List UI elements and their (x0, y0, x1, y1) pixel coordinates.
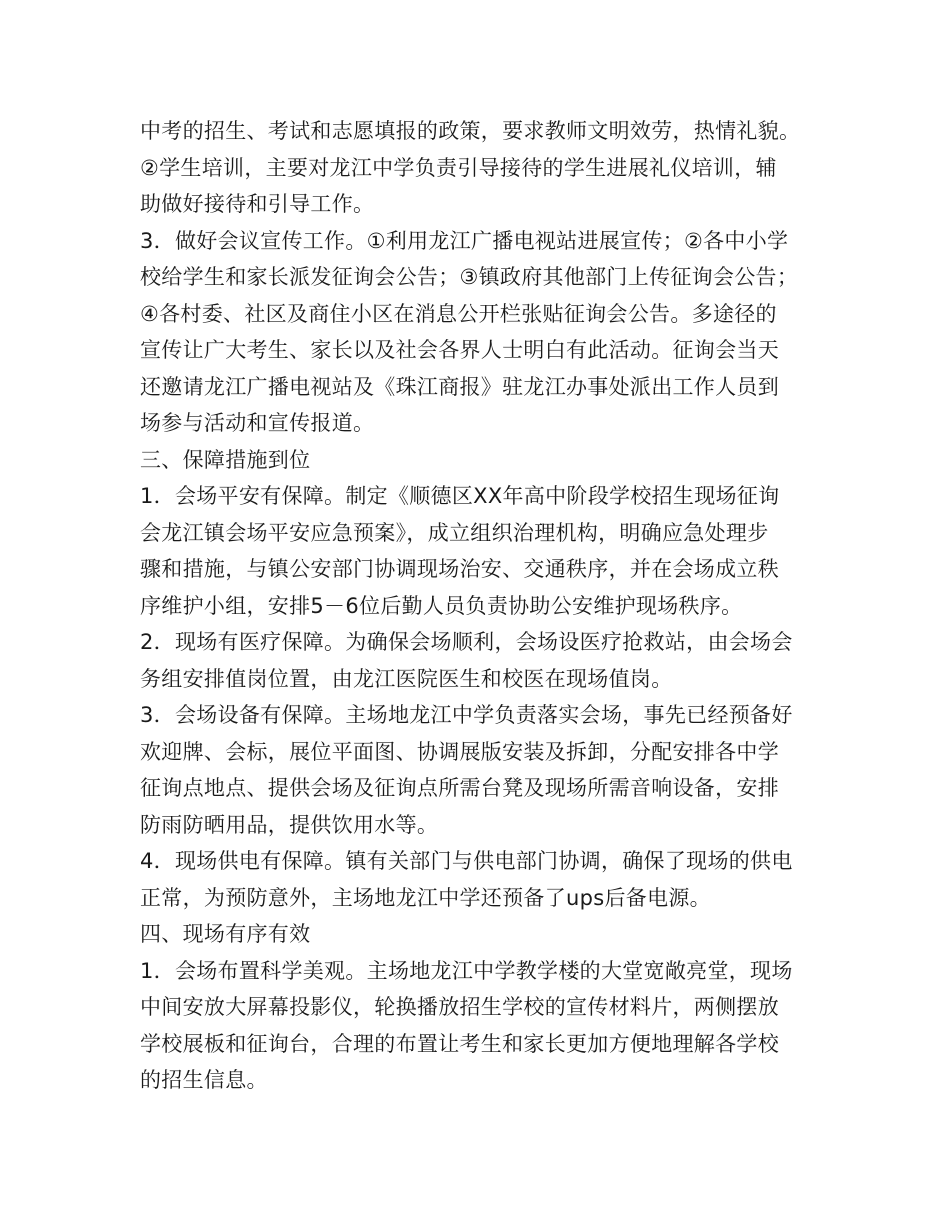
text-line: ④各村委、社区及商住小区在消息公开栏张贴征询会公告。多途径的 (140, 301, 777, 326)
section-heading: 四、现场有序有效 (140, 922, 311, 946)
text-line: 校给学生和家长派发征询会公告；③镇政府其他部门上传征询会公告； (140, 265, 799, 289)
text-line: 中考的招生、考试和志愿填报的政策，要求教师文明效劳，热情礼貌。 (140, 119, 801, 143)
text-line: 会龙江镇会场平安应急预案》，成立组织治理机构，明确应急处理步 (140, 520, 769, 545)
text-line: 还邀请龙江广播电视站及《珠江商报》驻龙江办事处派出工作人员到 (140, 374, 779, 399)
text-line: 4．现场供电有保障。镇有关部门与供电部门协调，确保了现场的供电 (140, 849, 793, 873)
document-body (140, 113, 840, 1099)
text-line: 欢迎牌、会标，展位平面图、协调展版安装及拆卸，分配安排各中学 (140, 739, 779, 764)
text-line: 学校展板和征询台，合理的布置让考生和家长更加方便地理解各学校 (140, 1031, 779, 1056)
text-line: 1．会场布置科学美观。主场地龙江中学教学楼的大堂宽敞亮堂，现场 (140, 958, 793, 983)
text-line: 宣传让广大考生、家长以及社会各界人士明白有此活动。征询会当天 (140, 338, 779, 362)
text-line: 的招生信息。 (140, 1068, 268, 1092)
text-line: 3．做好会议宣传工作。①利用龙江广播电视站进展宣传；②各中小学 (140, 228, 789, 253)
text-line: 序维护小组，安排5－6位后勤人员负责协助公安维护现场秩序。 (140, 593, 743, 618)
text-line: ②学生培训，主要对龙江中学负责引导接待的学生进展礼仪培训，辅 (140, 155, 777, 180)
text-line: 务组安排值岗位置，由龙江医院医生和校医在现场值岗。 (140, 666, 673, 691)
text-line: 骤和措施，与镇公安部门协调现场治安、交通秩序，并在会场成立秩 (140, 557, 779, 581)
text-line: 助做好接待和引导工作。 (140, 192, 375, 216)
text-line: 3．会场设备有保障。主场地龙江中学负责落实会场，事先已经预备好 (140, 703, 793, 727)
text-line: 2．现场有医疗保障。为确保会场顺利，会场设医疗抢救站，由会场会 (140, 630, 793, 654)
text-line: 防雨防晒用品，提供饮用水等。 (140, 812, 439, 837)
section-heading: 三、保障措施到位 (140, 447, 311, 472)
text-line: 1．会场平安有保障。制定《顺德区XX年高中阶段学校招生现场征询 (140, 484, 780, 508)
text-line: 场参与活动和宣传报道。 (140, 411, 375, 435)
text-line: 征询点地点、提供会场及征询点所需台凳及现场所需音响设备，安排 (140, 776, 779, 800)
text-line: 中间安放大屏幕投影仪，轮换播放招生学校的宣传材料片，两侧摆放 (140, 995, 779, 1019)
text-line: 正常，为预防意外，主场地龙江中学还预备了ups后备电源。 (140, 885, 711, 910)
